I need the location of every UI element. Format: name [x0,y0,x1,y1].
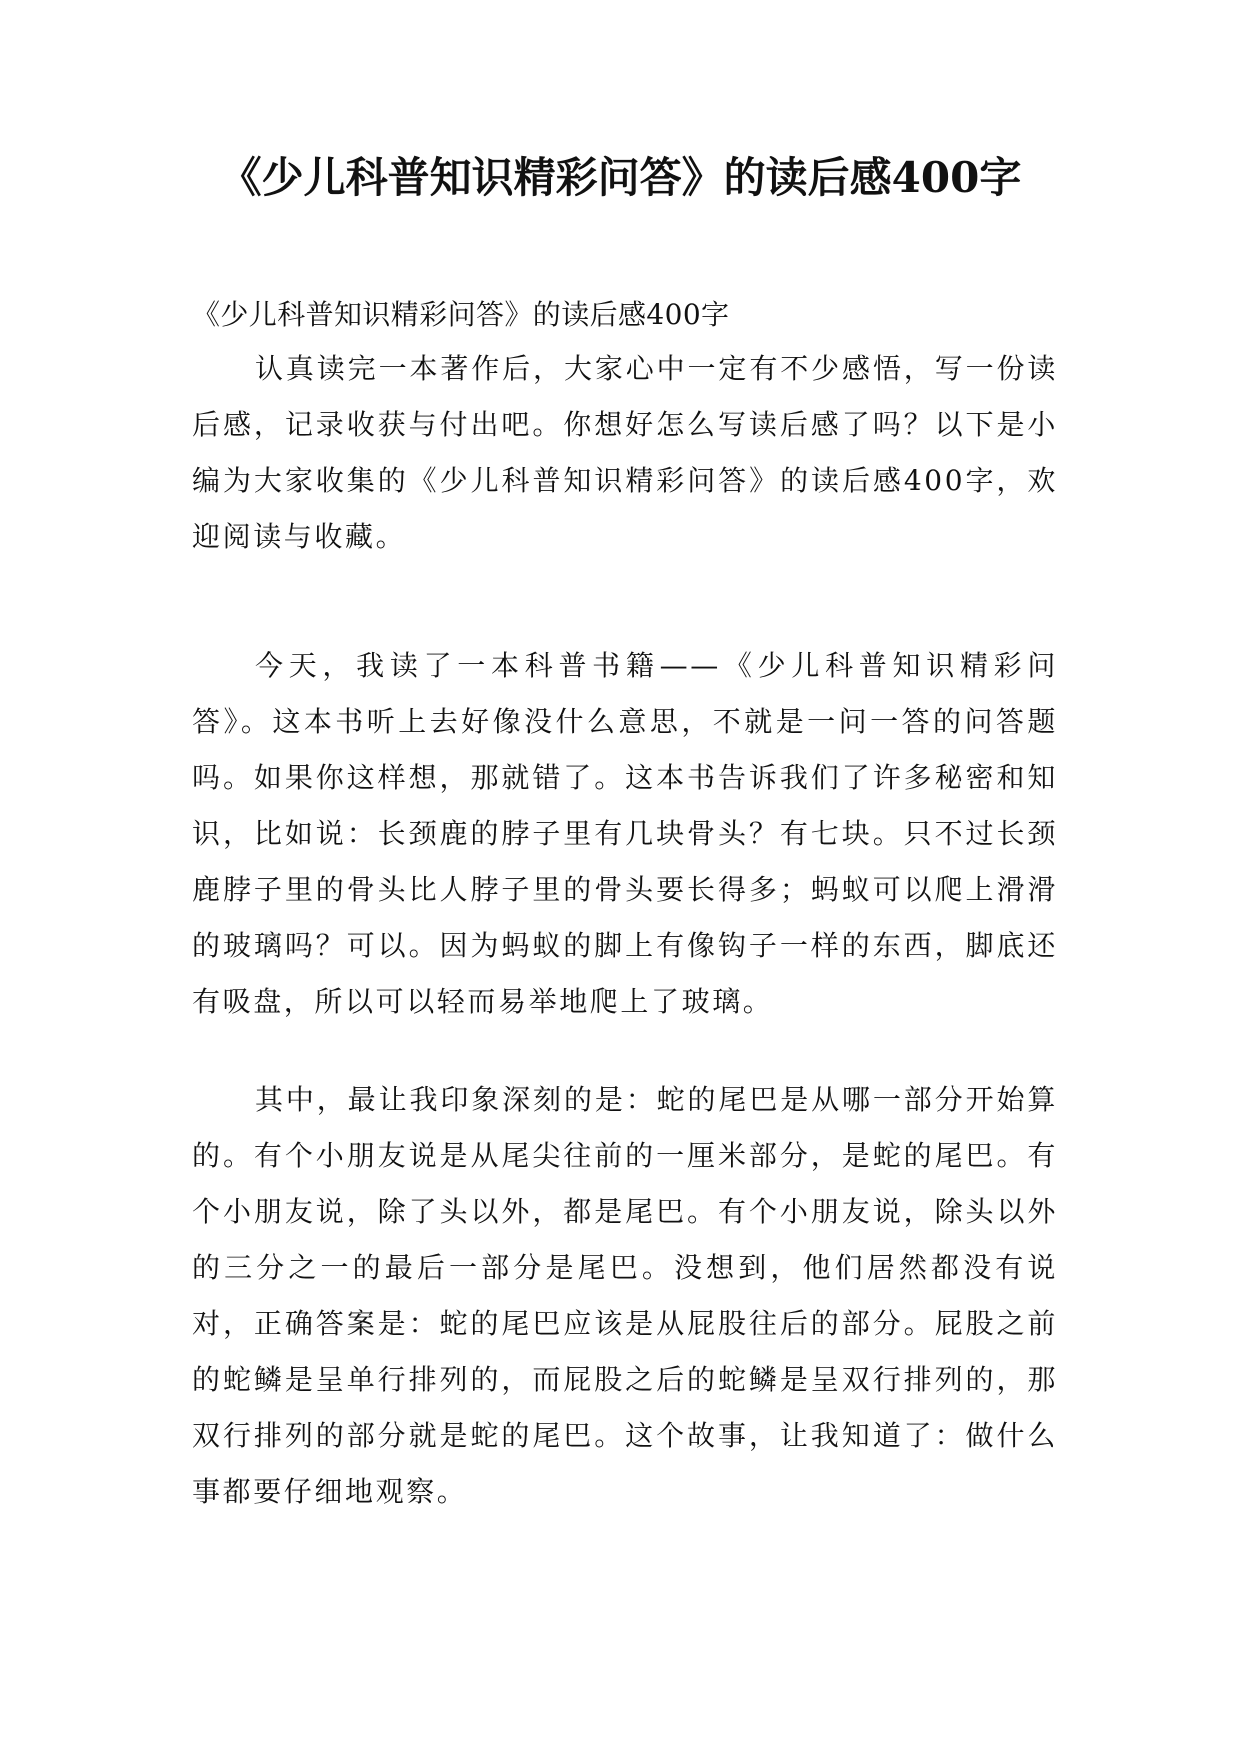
paragraph-intro: 认真读完一本著作后，大家心中一定有不少感悟，写一份读后感，记录收获与付出吧。你想好怎么写读后感了吗？以下是小编为大家收集的《少儿科普知识精彩问答》的读后感400字，欢迎阅读与收藏。 [192,352,1058,553]
document-subtitle: 《少儿科普知识精彩问答》的读后感400字 [192,298,730,331]
paragraph-snake-tail: 其中，最让我印象深刻的是：蛇的尾巴是从哪一部分开始算的。有个小朋友说是从尾尖往前的一厘米部分，是蛇的尾巴。有个小朋友说，除了头以外，都是尾巴。有个小朋友说，除头以外的三分之一的最后一部分是尾巴。没想到，他们居然都没有说对，正确答案是：蛇的尾巴应该是从屁股往后的部分。屁股之前的蛇鳞是呈单行排列的，而屁股之后的蛇鳞是呈双行排列的，那双行排列的部分就是蛇的尾巴。这个故事，让我知道了：做什么事都要仔细地观察。 [192,1083,1058,1508]
page-title: 《少儿科普知识精彩问答》的读后感400字 [219,153,1022,202]
paragraph-book-summary: 今天，我读了一本科普书籍——《少儿科普知识精彩问答》。这本书听上去好像没什么意思，不就是一问一答的问答题吗。如果你这样想，那就错了。这本书告诉我们了许多秘密和知识，比如说：长颈鹿的脖子里有几块骨头？有七块。只不过长颈鹿脖子里的骨头比人脖子里的骨头要长得多；蚂蚁可以爬上滑滑的玻璃吗？可以。因为蚂蚁的脚上有像钩子一样的东西，脚底还有吸盘，所以可以轻而易举地爬上了玻璃。 [192,649,1058,1018]
